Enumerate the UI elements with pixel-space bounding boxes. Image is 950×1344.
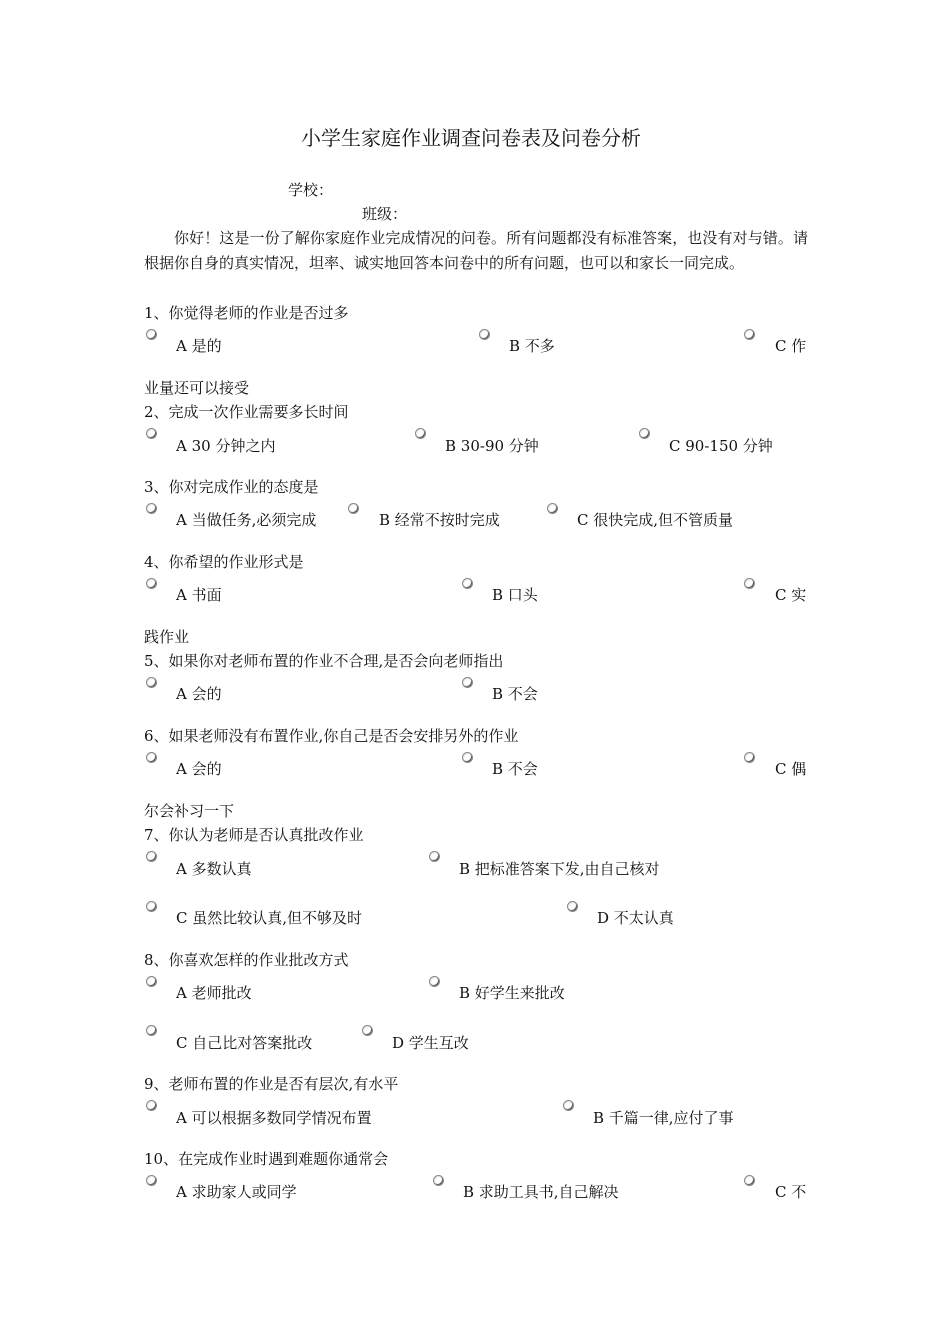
question-7: 7、你认为老师是否认真批改作业 bbox=[144, 826, 364, 844]
question-6: 6、如果老师没有布置作业,你自己是否会安排另外的作业 bbox=[144, 727, 519, 745]
option-label: C 虽然比较认真,但不够及时 bbox=[176, 909, 363, 927]
option-label: A 老师批改 bbox=[176, 984, 252, 1002]
option-label: A 会的 bbox=[176, 760, 222, 778]
option-label: A 书面 bbox=[176, 586, 222, 604]
option-label: A 会的 bbox=[176, 685, 222, 703]
question-5: 5、如果你对老师布置的作业不合理,是否会向老师指出 bbox=[144, 652, 504, 670]
radio-icon[interactable] bbox=[348, 503, 359, 514]
option-label: D 学生互改 bbox=[392, 1034, 469, 1052]
option-continuation: 尔会补习一下 bbox=[144, 802, 235, 820]
option-label: A 当做任务,必须完成 bbox=[176, 511, 317, 529]
radio-icon[interactable] bbox=[744, 1175, 755, 1186]
radio-icon[interactable] bbox=[146, 1100, 157, 1111]
radio-icon[interactable] bbox=[433, 1175, 444, 1186]
option-label: C 实 bbox=[775, 586, 807, 604]
option-label: A 多数认真 bbox=[176, 860, 252, 878]
option-label: C 作 bbox=[775, 337, 807, 355]
question-1: 1、你觉得老师的作业是否过多 bbox=[144, 304, 349, 322]
radio-icon[interactable] bbox=[146, 901, 157, 912]
question-10: 10、在完成作业时遇到难题你通常会 bbox=[144, 1150, 389, 1168]
option-label: B 求助工具书,自己解决 bbox=[463, 1183, 619, 1201]
radio-icon[interactable] bbox=[639, 428, 650, 439]
option-label: A 30 分钟之内 bbox=[176, 437, 276, 455]
radio-icon[interactable] bbox=[462, 578, 473, 589]
radio-icon[interactable] bbox=[429, 851, 440, 862]
option-label: B 不会 bbox=[492, 685, 538, 703]
radio-icon[interactable] bbox=[146, 578, 157, 589]
radio-icon[interactable] bbox=[547, 503, 558, 514]
option-label: A 可以根据多数同学情况布置 bbox=[176, 1109, 372, 1127]
intro-paragraph: 你好！这是一份了解你家庭作业完成情况的问卷。所有问题都没有标准答案，也没有对与错。请根据你自身的真实情况，坦率、诚实地回答本问卷中的所有问题，也可以和家长一同完成。 bbox=[144, 229, 808, 272]
option-label: B 不会 bbox=[492, 760, 538, 778]
radio-icon[interactable] bbox=[744, 329, 755, 340]
question-8: 8、你喜欢怎样的作业批改方式 bbox=[144, 951, 349, 969]
radio-icon[interactable] bbox=[479, 329, 490, 340]
option-label: C 90-150 分钟 bbox=[669, 437, 773, 455]
question-2: 2、完成一次作业需要多长时间 bbox=[144, 403, 349, 421]
radio-icon[interactable] bbox=[567, 901, 578, 912]
question-4: 4、你希望的作业形式是 bbox=[144, 553, 304, 571]
option-continuation: 践作业 bbox=[144, 628, 190, 646]
radio-icon[interactable] bbox=[462, 677, 473, 688]
class-label: 班级： bbox=[362, 205, 408, 223]
option-label: B 千篇一律,应付了事 bbox=[593, 1109, 734, 1127]
radio-icon[interactable] bbox=[146, 752, 157, 763]
radio-icon[interactable] bbox=[146, 329, 157, 340]
option-label: C 很快完成,但不管质量 bbox=[577, 511, 734, 529]
radio-icon[interactable] bbox=[146, 503, 157, 514]
radio-icon[interactable] bbox=[146, 1025, 157, 1036]
radio-icon[interactable] bbox=[146, 1175, 157, 1186]
option-label: D 不太认真 bbox=[597, 909, 674, 927]
radio-icon[interactable] bbox=[429, 976, 440, 987]
option-label: B 口头 bbox=[492, 586, 538, 604]
school-label: 学校： bbox=[288, 181, 334, 199]
radio-icon[interactable] bbox=[563, 1100, 574, 1111]
radio-icon[interactable] bbox=[146, 976, 157, 987]
option-label: B 30-90 分钟 bbox=[445, 437, 539, 455]
radio-icon[interactable] bbox=[462, 752, 473, 763]
radio-icon[interactable] bbox=[146, 851, 157, 862]
question-3: 3、你对完成作业的态度是 bbox=[144, 478, 319, 496]
option-label: C 偶 bbox=[775, 760, 807, 778]
option-continuation: 业量还可以接受 bbox=[144, 379, 250, 397]
radio-icon[interactable] bbox=[744, 578, 755, 589]
option-label: A 求助家人或同学 bbox=[176, 1183, 297, 1201]
option-label: B 好学生来批改 bbox=[459, 984, 565, 1002]
option-label: B 把标准答案下发,由自己核对 bbox=[459, 860, 660, 878]
option-label: B 不多 bbox=[509, 337, 555, 355]
radio-icon[interactable] bbox=[146, 428, 157, 439]
radio-icon[interactable] bbox=[362, 1025, 373, 1036]
option-label: C 自己比对答案批改 bbox=[176, 1034, 313, 1052]
radio-icon[interactable] bbox=[146, 677, 157, 688]
document-title: 小学生家庭作业调查问卷表及问卷分析 bbox=[301, 126, 641, 150]
radio-icon[interactable] bbox=[744, 752, 755, 763]
radio-icon[interactable] bbox=[415, 428, 426, 439]
question-9: 9、老师布置的作业是否有层次,有水平 bbox=[144, 1075, 399, 1093]
option-label: A 是的 bbox=[176, 337, 222, 355]
option-label: B 经常不按时完成 bbox=[379, 511, 500, 529]
option-label: C 不 bbox=[775, 1183, 807, 1201]
